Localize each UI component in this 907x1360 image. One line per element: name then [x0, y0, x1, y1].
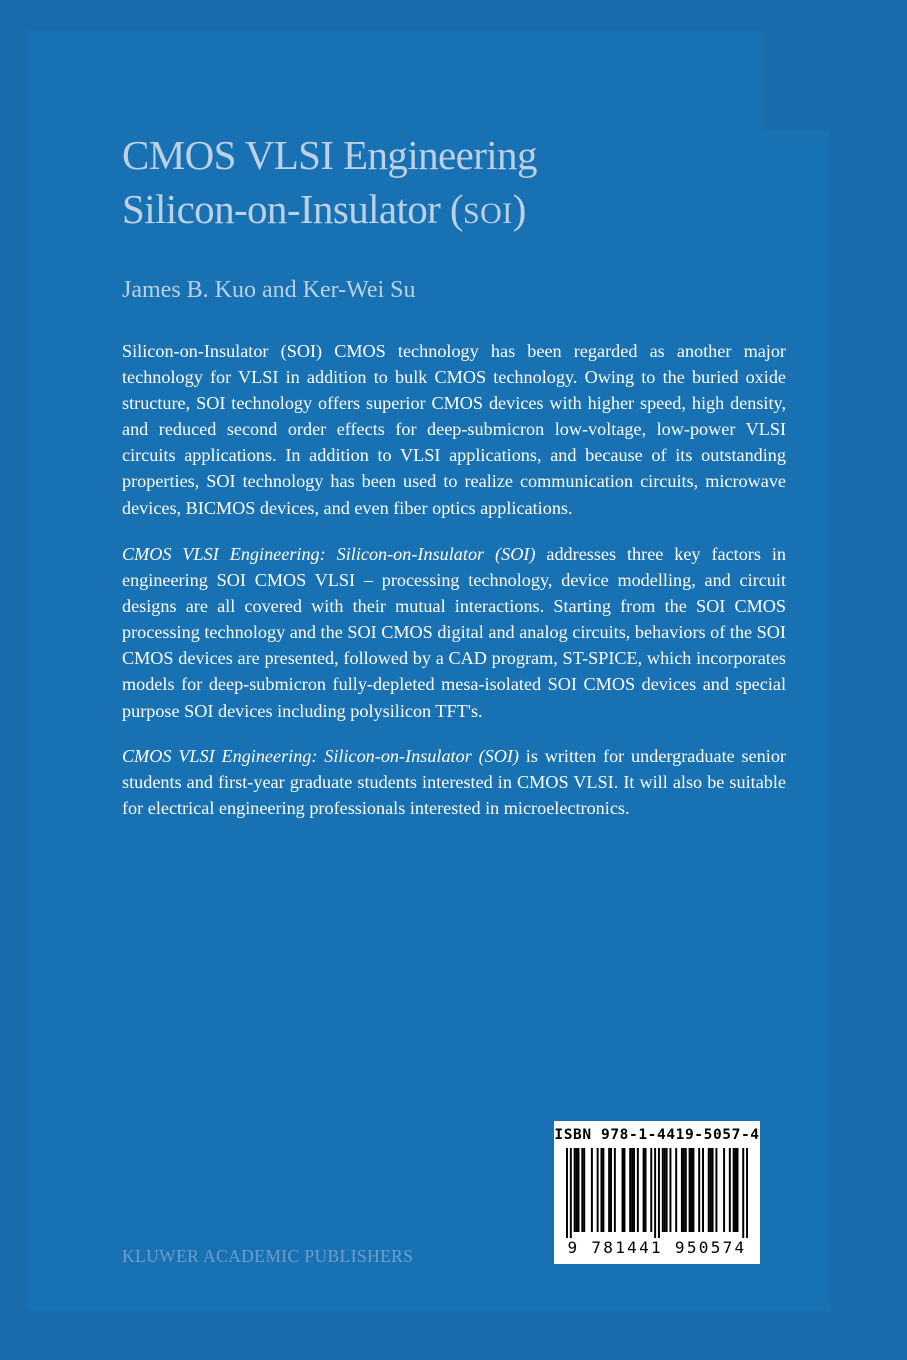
authors: James B. Kuo and Ker-Wei Su	[122, 277, 416, 303]
barcode-bar	[614, 1148, 616, 1232]
barcode-bar	[658, 1148, 660, 1238]
barcode-bar	[689, 1148, 691, 1232]
barcode-bar	[622, 1148, 624, 1232]
paragraph-2-book-title: CMOS VLSI Engineering: Silicon-on-Insulator (SOI)	[122, 544, 536, 564]
title-line-2-acronym: SOI	[462, 197, 513, 230]
barcode-bar	[715, 1148, 717, 1232]
barcode-bar	[723, 1148, 725, 1232]
publisher-name: KLUWER ACADEMIC PUBLISHERS	[122, 1246, 414, 1266]
barcode-bar	[631, 1148, 633, 1232]
paragraph-3-book-title: CMOS VLSI Engineering: Silicon-on-Insulator (SOI)	[122, 746, 519, 766]
isbn-barcode	[554, 1121, 760, 1264]
barcode-bars	[566, 1148, 748, 1238]
ean-digits: 9 781441 950574	[567, 1238, 747, 1257]
barcode-bar	[574, 1148, 576, 1232]
barcode-bar	[645, 1148, 647, 1232]
description-paragraph-2	[122, 541, 786, 724]
barcode-bar	[591, 1148, 593, 1232]
book-title	[122, 128, 822, 241]
title-line-2-main: Silicon-on-Insulator (	[122, 186, 463, 232]
barcode-bar	[733, 1148, 735, 1232]
barcode-bar	[637, 1148, 639, 1232]
barcode-bar	[698, 1148, 700, 1232]
barcode-bar	[746, 1148, 748, 1238]
barcode-bar	[602, 1148, 604, 1232]
paragraph-2-text: addresses three key factors in engineering SOI CMOS VLSI – processing technology, device modelling, and circuit designs are all covered with their mutual interactions. Starting from the SOI CMOS processing technology and the SOI CMOS digital and analog circuits, behaviors of the SOI CMOS devices are presented, followed by a CAD program, ST-SPICE, which incorporates models for deep-submicron fully-depleted mesa-isolated SOI CMOS devices and special purpose SOI devices including polysilicon TFT's.	[122, 544, 786, 721]
barcode-bar	[583, 1148, 585, 1232]
paragraph-3-text: is written for undergraduate senior students and first-year graduate students interested in CMOS VLSI. It will also be suitable for electrical engineering professionals interested in microelectronics.	[122, 746, 786, 819]
title-line-1: CMOS VLSI Engineering	[122, 132, 537, 178]
barcode-bar	[662, 1148, 664, 1232]
barcode-bar	[735, 1148, 737, 1232]
barcode-bar	[666, 1148, 668, 1232]
barcode-bar	[570, 1148, 572, 1238]
barcode-bar	[610, 1148, 612, 1232]
barcode-bar	[685, 1148, 687, 1232]
barcode-bar	[629, 1148, 631, 1232]
barcode-bar	[692, 1148, 694, 1232]
barcode-bar	[654, 1148, 656, 1238]
description-paragraph-1: Silicon-on-Insulator (SOI) CMOS technology has been regarded as another major technology for VLSI in addition to bulk CMOS technology. Owing to the buried oxide structure, SOI technology offers superior CMOS devices with higher speed, high density, and reduced second order effects for deep-submicron low-voltage, low-power VLSI circuits applications. In addition to VLSI applications, and because of its outstanding properties, SOI technology has been used to realize communication circuits, microwave devices, BICMOS devices, and even fiber optics applications.	[122, 341, 786, 518]
title-line-2-end: )	[512, 186, 526, 232]
title-line-2	[122, 182, 822, 241]
barcode-bar	[650, 1148, 652, 1232]
barcode-bar	[577, 1148, 579, 1232]
cover-panel-top	[27, 31, 764, 134]
barcode-bar	[664, 1148, 666, 1232]
barcode-bar	[675, 1148, 677, 1232]
barcode-bar	[576, 1148, 578, 1232]
barcode-bar	[742, 1148, 744, 1238]
barcode-bar	[566, 1148, 568, 1238]
barcode-bar	[712, 1148, 714, 1232]
barcode-bar	[643, 1148, 645, 1232]
barcode-bar	[600, 1148, 602, 1232]
barcode-bar	[608, 1148, 610, 1232]
barcode-bar	[708, 1148, 710, 1232]
barcode-bar	[633, 1148, 635, 1232]
barcode-bar	[623, 1148, 625, 1232]
barcode-bar	[729, 1148, 731, 1232]
barcode-bar	[691, 1148, 693, 1232]
isbn-label: ISBN 978-1-4419-5057-4	[554, 1127, 760, 1143]
barcode-bar	[702, 1148, 704, 1232]
barcode-bar	[669, 1148, 671, 1232]
barcode-bar	[683, 1148, 685, 1232]
barcode-bar	[581, 1148, 583, 1232]
barcode-bar	[681, 1148, 683, 1232]
barcode-bar	[597, 1148, 599, 1232]
barcode-bar	[737, 1148, 739, 1232]
description-paragraph-3	[122, 743, 786, 821]
barcode-bar	[710, 1148, 712, 1232]
